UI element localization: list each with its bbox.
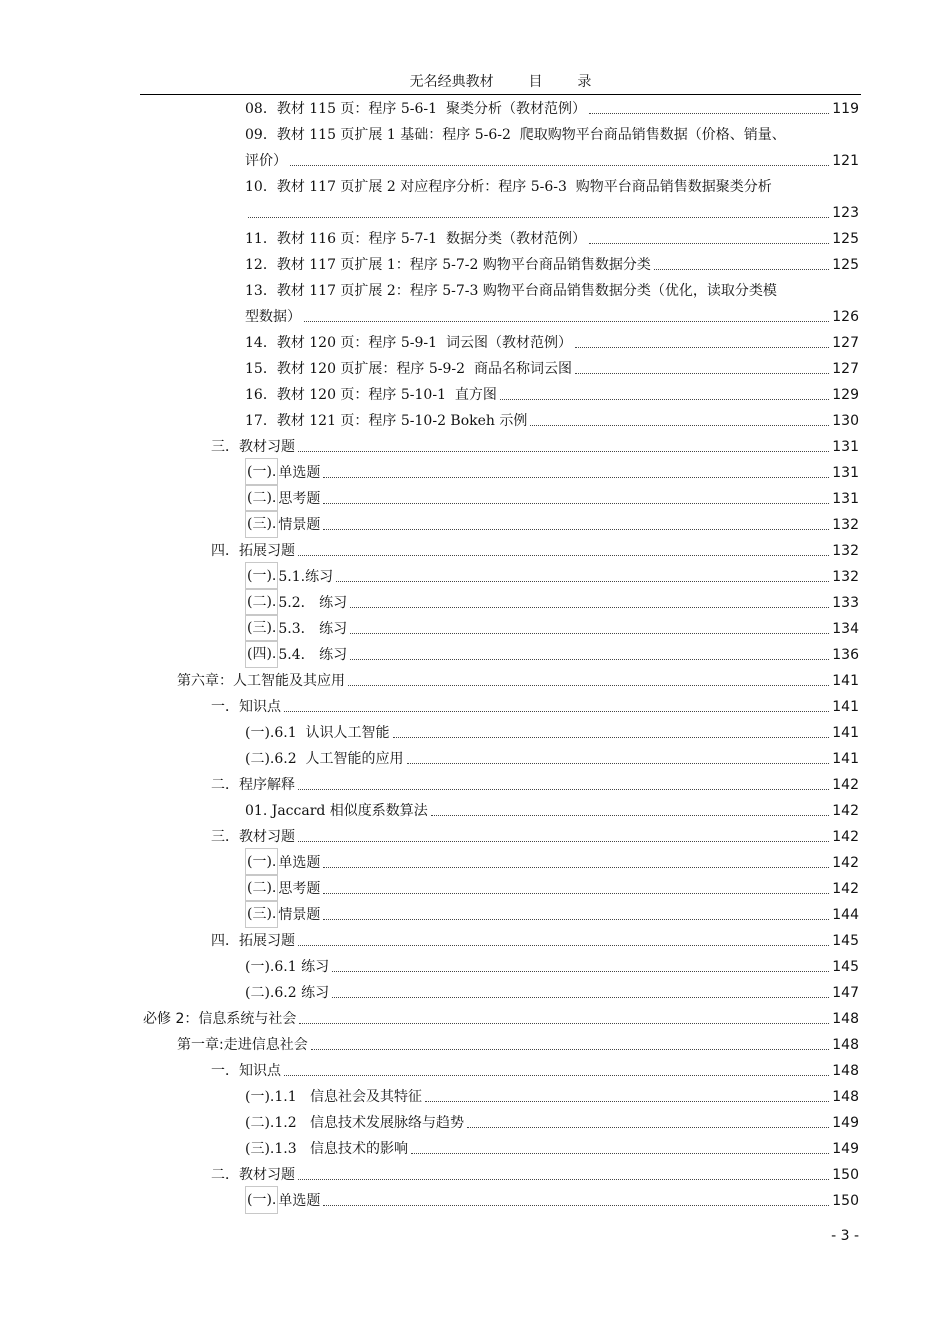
toc-leader-dots bbox=[323, 918, 829, 920]
toc-leader-dots bbox=[323, 528, 829, 530]
toc-entry[interactable] bbox=[245, 174, 859, 226]
toc-entry-label: (一).1.1 信息社会及其特征 bbox=[245, 1089, 422, 1105]
toc-page-number: 119 bbox=[832, 101, 859, 117]
toc-leader-dots bbox=[530, 424, 829, 426]
toc-entry[interactable] bbox=[211, 928, 859, 954]
toc-entry-number: (二). bbox=[245, 874, 278, 902]
toc-leader-dots bbox=[323, 502, 829, 504]
toc-page-number: 142 bbox=[832, 803, 859, 819]
toc-leader-dots bbox=[575, 346, 829, 348]
toc-page-number: 148 bbox=[832, 1063, 859, 1079]
toc-entry[interactable] bbox=[245, 512, 859, 538]
toc-entry[interactable] bbox=[245, 382, 859, 408]
toc-page-number: 132 bbox=[832, 517, 859, 533]
toc-entry-label: 10．教材 117 页扩展 2 对应程序分析：程序 5-6-3 购物平台商品销售数据聚类分析 bbox=[245, 179, 772, 195]
toc-leader-dots bbox=[654, 268, 829, 270]
toc-entry-label: 情景题 bbox=[278, 517, 321, 533]
toc-entry-label: 15．教材 120 页扩展：程序 5-9-2 商品名称词云图 bbox=[245, 361, 572, 377]
toc-entry-label: 5.2． 练习 bbox=[278, 595, 348, 611]
toc-entry-label: 单选题 bbox=[278, 465, 321, 481]
toc-entry[interactable] bbox=[245, 1188, 859, 1214]
toc-leader-dots bbox=[467, 1126, 829, 1128]
toc-entry[interactable] bbox=[211, 694, 859, 720]
toc-entry-label: 5.4． 练习 bbox=[278, 647, 348, 663]
toc-page-number: 131 bbox=[832, 491, 859, 507]
toc-entry-label: 思考题 bbox=[278, 881, 321, 897]
toc-entry-label: 评价） bbox=[245, 153, 287, 169]
toc-entry-label: (一).6.1 认识人工智能 bbox=[245, 725, 390, 741]
toc-page-number: 136 bbox=[832, 647, 859, 663]
toc-leader-dots bbox=[304, 320, 829, 322]
toc-entry[interactable] bbox=[245, 226, 859, 252]
toc-leader-dots bbox=[332, 970, 829, 972]
toc-entry-label: 5.1.练习 bbox=[278, 569, 334, 585]
header-section: 目 bbox=[528, 74, 543, 90]
toc-page-number: 148 bbox=[832, 1089, 859, 1105]
toc-entry-label: 5.3． 练习 bbox=[278, 621, 348, 637]
toc-entry-number: (一). bbox=[245, 562, 278, 590]
toc-leader-dots bbox=[589, 112, 829, 114]
toc-entry-label: (二).1.2 信息技术发展脉络与趋势 bbox=[245, 1115, 464, 1131]
toc-entry[interactable] bbox=[211, 1162, 859, 1188]
toc-leader-dots bbox=[299, 1022, 829, 1024]
toc-page-number: 121 bbox=[832, 153, 859, 169]
toc-leader-dots bbox=[248, 216, 829, 218]
toc-page-number: 145 bbox=[832, 959, 859, 975]
toc-leader-dots bbox=[431, 814, 829, 816]
toc-entry[interactable] bbox=[245, 902, 859, 928]
toc-page-number: 148 bbox=[832, 1037, 859, 1053]
toc-entry[interactable] bbox=[211, 772, 859, 798]
toc-entry-number: (三). bbox=[245, 900, 278, 928]
toc-page-number: 130 bbox=[832, 413, 859, 429]
toc-entry-label: 四．拓展习题 bbox=[211, 543, 295, 559]
toc-page-number: 134 bbox=[832, 621, 859, 637]
toc-entry[interactable] bbox=[245, 564, 859, 590]
toc-entry[interactable] bbox=[245, 798, 859, 824]
toc-entry-label: 13．教材 117 页扩展 2：程序 5-7-3 购物平台商品销售数据分类（优化，读取分类模 bbox=[245, 283, 777, 299]
toc-entry-label: 单选题 bbox=[278, 1193, 321, 1209]
toc-leader-dots bbox=[323, 1204, 829, 1206]
toc-entry-number: (一). bbox=[245, 848, 278, 876]
toc-leader-dots bbox=[311, 1048, 830, 1050]
toc-entry[interactable] bbox=[177, 668, 859, 694]
toc-entry-label: 08．教材 115 页：程序 5-6-1 聚类分析（教材范例） bbox=[245, 101, 586, 117]
toc-page-number: 125 bbox=[832, 257, 859, 273]
toc-entry-label: (二).6.2 练习 bbox=[245, 985, 330, 1001]
toc-page-number: 141 bbox=[832, 725, 859, 741]
toc-entry-label: 二．教材习题 bbox=[211, 1167, 295, 1183]
toc-entry-label: 一．知识点 bbox=[211, 699, 281, 715]
toc-page-number: 129 bbox=[832, 387, 859, 403]
toc-entry[interactable] bbox=[245, 590, 859, 616]
toc-entry[interactable] bbox=[245, 850, 859, 876]
toc-entry-label: 情景题 bbox=[278, 907, 321, 923]
toc-page-number: 142 bbox=[832, 881, 859, 897]
toc-leader-dots bbox=[298, 1178, 829, 1180]
toc-page-number: 132 bbox=[832, 569, 859, 585]
toc-entry-label: 三．教材习题 bbox=[211, 829, 295, 845]
toc-page-number: 144 bbox=[832, 907, 859, 923]
toc-leader-dots bbox=[332, 996, 829, 998]
toc-entry[interactable] bbox=[245, 616, 859, 642]
toc-entry[interactable] bbox=[177, 1032, 859, 1058]
page-header bbox=[140, 72, 861, 95]
toc-entry-number: (二). bbox=[245, 484, 278, 512]
toc-leader-dots bbox=[284, 1074, 829, 1076]
toc-page-number: 150 bbox=[832, 1167, 859, 1183]
toc-page-number: 150 bbox=[832, 1193, 859, 1209]
toc-page-number: 131 bbox=[832, 439, 859, 455]
toc-leader-dots bbox=[407, 762, 830, 764]
header-title: 无名经典教材 bbox=[409, 74, 494, 90]
toc-entry-label: 17．教材 121 页：程序 5-10-2 Bokeh 示例 bbox=[245, 413, 528, 429]
toc-entry-number: (三). bbox=[245, 614, 278, 642]
toc-leader-dots bbox=[298, 840, 829, 842]
toc-leader-dots bbox=[323, 476, 829, 478]
toc-leader-dots bbox=[284, 710, 829, 712]
toc-page-number: 149 bbox=[832, 1115, 859, 1131]
toc-entry-label: 01. Jaccard 相似度系数算法 bbox=[245, 803, 428, 819]
toc-entry[interactable] bbox=[245, 746, 859, 772]
toc-page-number: 133 bbox=[832, 595, 859, 611]
toc-leader-dots bbox=[323, 866, 829, 868]
toc-page-number: 142 bbox=[832, 829, 859, 845]
toc-entry[interactable] bbox=[211, 1058, 859, 1084]
toc-page-number: 149 bbox=[832, 1141, 859, 1157]
toc-leader-dots bbox=[350, 632, 829, 634]
toc-entry-label: 必修 2：信息系统与社会 bbox=[143, 1011, 297, 1027]
toc-entry-label: 三．教材习题 bbox=[211, 439, 295, 455]
toc-entry-number: (四). bbox=[245, 640, 278, 668]
toc-entry-label: 型数据） bbox=[245, 309, 301, 325]
toc-entry[interactable] bbox=[245, 408, 859, 434]
toc-entry-label: 思考题 bbox=[278, 491, 321, 507]
toc-entry-label: 一．知识点 bbox=[211, 1063, 281, 1079]
toc-leader-dots bbox=[336, 580, 829, 582]
toc-page-number: 123 bbox=[832, 205, 859, 221]
toc-page-number: 147 bbox=[832, 985, 859, 1001]
toc-entry-number: (二). bbox=[245, 588, 278, 616]
toc-leader-dots bbox=[350, 606, 829, 608]
toc-leader-dots bbox=[298, 788, 829, 790]
toc-entry[interactable] bbox=[143, 1006, 859, 1032]
toc-leader-dots bbox=[411, 1152, 829, 1154]
toc-entry[interactable] bbox=[245, 980, 859, 1006]
toc-page-number: 126 bbox=[832, 309, 859, 325]
toc-entry-label: 第一章:走进信息社会 bbox=[177, 1037, 308, 1053]
toc-leader-dots bbox=[348, 684, 829, 686]
toc-page-number: 141 bbox=[832, 673, 859, 689]
toc-entry[interactable] bbox=[245, 642, 859, 668]
toc-entry[interactable] bbox=[245, 1136, 859, 1162]
toc-leader-dots bbox=[298, 944, 829, 946]
toc-entry-number: (三). bbox=[245, 510, 278, 538]
toc-entry-label: (一).6.1 练习 bbox=[245, 959, 330, 975]
toc-page-number: 141 bbox=[832, 751, 859, 767]
toc-entry-label: 16．教材 120 页：程序 5-10-1 直方图 bbox=[245, 387, 497, 403]
toc-entry[interactable] bbox=[211, 434, 859, 460]
toc-entry[interactable] bbox=[245, 486, 859, 512]
toc-entry-number: (一). bbox=[245, 458, 278, 486]
toc-entry[interactable] bbox=[245, 876, 859, 902]
toc-entry[interactable] bbox=[245, 330, 859, 356]
toc-leader-dots bbox=[589, 242, 829, 244]
toc-entry[interactable] bbox=[245, 954, 859, 980]
toc-page-number: 142 bbox=[832, 777, 859, 793]
toc-page-number: 127 bbox=[832, 335, 859, 351]
toc-leader-dots bbox=[393, 736, 830, 738]
toc-leader-dots bbox=[350, 658, 829, 660]
toc-leader-dots bbox=[298, 450, 829, 452]
toc-entry[interactable] bbox=[211, 538, 859, 564]
page-number: - 3 - bbox=[831, 1228, 859, 1244]
toc-leader-dots bbox=[290, 164, 829, 166]
toc-entry[interactable] bbox=[245, 356, 859, 382]
toc-leader-dots bbox=[425, 1100, 829, 1102]
toc-page-number: 142 bbox=[832, 855, 859, 871]
toc-leader-dots bbox=[298, 554, 829, 556]
toc-leader-dots bbox=[575, 372, 829, 374]
toc-entry-label: 14．教材 120 页：程序 5-9-1 词云图（教材范例） bbox=[245, 335, 572, 351]
toc-page-number: 127 bbox=[832, 361, 859, 377]
toc-page-number: 125 bbox=[832, 231, 859, 247]
toc-entry-label: 09．教材 115 页扩展 1 基础：程序 5-6-2 爬取购物平台商品销售数据（价格、销量、 bbox=[245, 127, 786, 143]
toc-entry[interactable] bbox=[245, 278, 859, 330]
toc-entry-label: 11．教材 116 页：程序 5-7-1 数据分类（教材范例） bbox=[245, 231, 586, 247]
toc-entry[interactable] bbox=[245, 252, 859, 278]
toc-entry-label: 四．拓展习题 bbox=[211, 933, 295, 949]
toc-leader-dots bbox=[323, 892, 829, 894]
toc-entry[interactable] bbox=[245, 1084, 859, 1110]
toc-leader-dots bbox=[500, 398, 829, 400]
toc-entry-label: 第六章：人工智能及其应用 bbox=[177, 673, 345, 689]
toc-entry[interactable] bbox=[245, 122, 859, 174]
toc-entry-label: (三).1.3 信息技术的影响 bbox=[245, 1141, 408, 1157]
toc-entry-label: 12．教材 117 页扩展 1：程序 5-7-2 购物平台商品销售数据分类 bbox=[245, 257, 651, 273]
toc-entry[interactable] bbox=[245, 96, 859, 122]
toc-page-number: 141 bbox=[832, 699, 859, 715]
toc-entry-label: (二).6.2 人工智能的应用 bbox=[245, 751, 404, 767]
toc-entry-label: 单选题 bbox=[278, 855, 321, 871]
toc-entry[interactable] bbox=[245, 460, 859, 486]
toc-page-number: 131 bbox=[832, 465, 859, 481]
toc-entry-number: (一). bbox=[245, 1186, 278, 1214]
toc-page-number: 148 bbox=[832, 1011, 859, 1027]
toc-entry[interactable] bbox=[211, 824, 859, 850]
toc-entry[interactable] bbox=[245, 720, 859, 746]
toc-page-number: 132 bbox=[832, 543, 859, 559]
toc-page-number: 145 bbox=[832, 933, 859, 949]
header-section-2: 录 bbox=[577, 74, 592, 90]
toc-entry[interactable] bbox=[245, 1110, 859, 1136]
toc-entry-label: 二．程序解释 bbox=[211, 777, 295, 793]
